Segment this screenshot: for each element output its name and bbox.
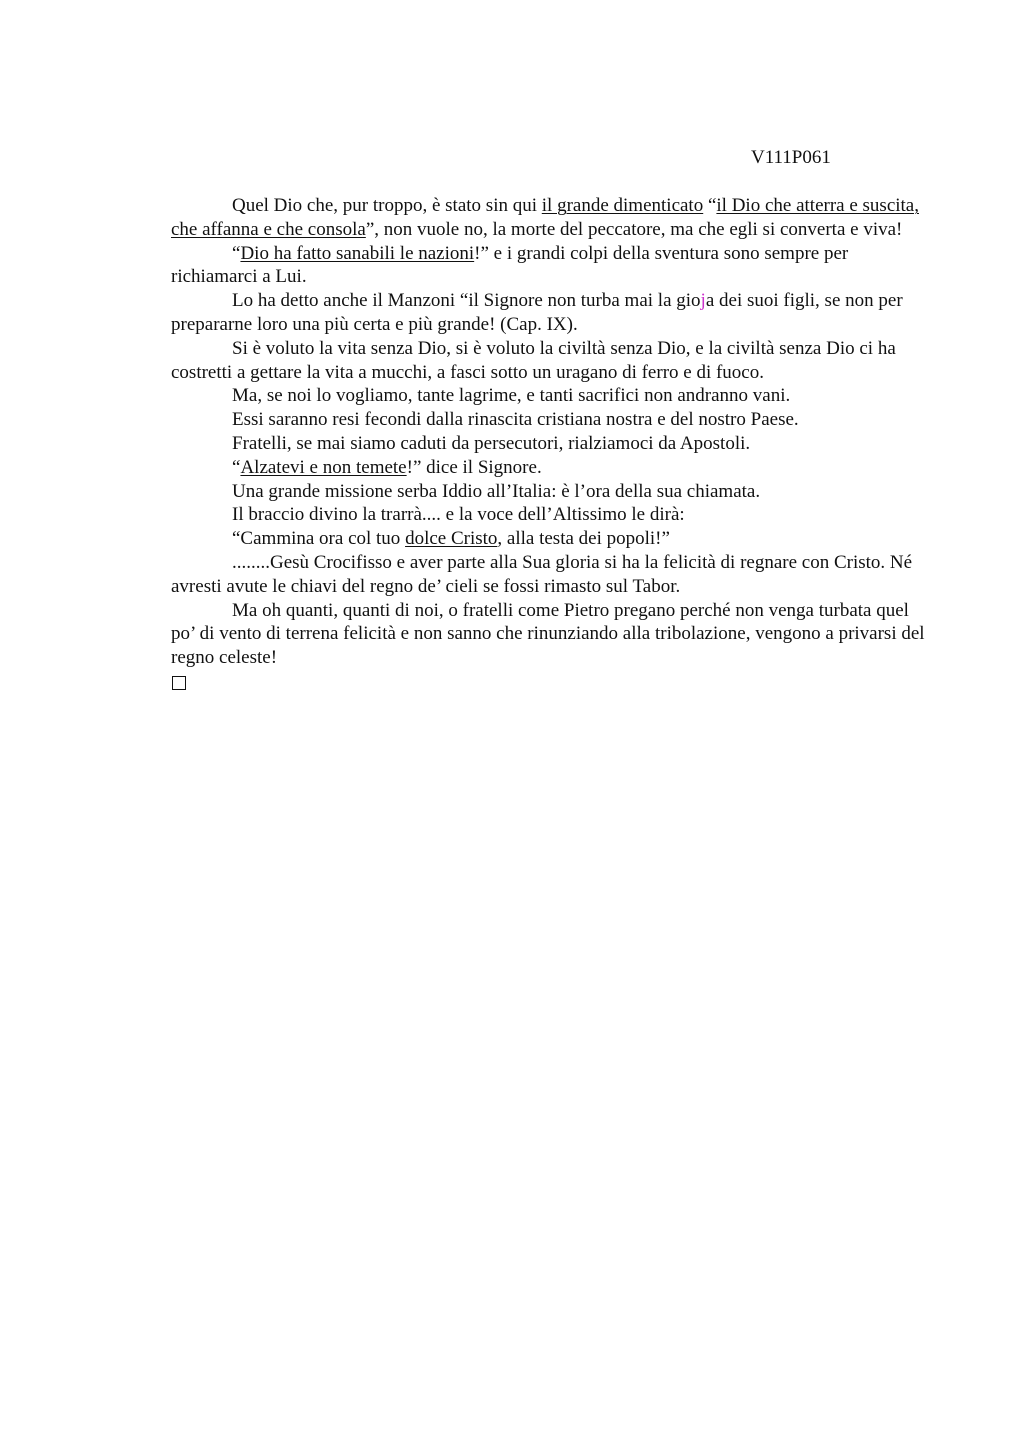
underlined-phrase: dolce Cristo bbox=[405, 528, 498, 550]
end-marker bbox=[171, 670, 931, 697]
underlined-phrase: il grande dimenticato bbox=[541, 195, 704, 216]
paragraph-2: “Dio ha fatto sanabili le nazioni!” e i grandi colpi della sventura sono sempre per richiamarci a Lui. bbox=[171, 242, 849, 288]
paragraph-7: Fratelli, se mai siamo caduti da persecutori, rialziamoci da Apostoli. bbox=[232, 432, 751, 454]
underlined-quote: Alzatevi e non temete bbox=[240, 456, 407, 478]
highlighted-letter: j bbox=[700, 290, 706, 312]
paragraph-8: “Alzatevi e non temete!” dice il Signore. bbox=[232, 456, 542, 478]
paragraph-11: “Cammina ora col tuo dolce Cristo, alla testa dei popoli!” bbox=[232, 528, 670, 550]
paragraph-4: Si è voluto la vita senza Dio, si è voluto la civiltà senza Dio, e la civiltà senza Dio ci ha costretti a gettare la vita a mucchi, a fasci sotto un uragano di ferro e di fuoco. bbox=[171, 337, 896, 383]
underlined-quote: Dio ha fatto sanabili le nazioni bbox=[240, 242, 475, 264]
empty-square-icon bbox=[172, 676, 186, 690]
paragraph-1: Quel Dio che, pur troppo, è stato sin qui il grande dimenticato “il Dio che atterra e suscita, che affanna e che consola”, non vuole no, la morte del peccatore, ma che egli si converta e viva! bbox=[171, 195, 919, 240]
paragraph-10: Il braccio divino la trarrà.... e la voce dell’Altissimo le dirà: bbox=[232, 504, 685, 526]
paragraph-9: Una grande missione serba Iddio all’Italia: è l’ora della sua chiamata. bbox=[232, 480, 761, 502]
underlined-quote: il Dio che atterra e suscita, che affanna e che consola bbox=[171, 195, 919, 240]
paragraph-6: Essi saranno resi fecondi dalla rinascita cristiana nostra e del nostro Paese. bbox=[232, 409, 799, 431]
paragraph-13: Ma oh quanti, quanti di noi, o fratelli come Pietro pregano perché non venga turbata quel po’ di vento di terrena felicità e non sanno che rinunziando alla tribolazione, vengono a privarsi del regno celeste! bbox=[171, 599, 925, 669]
paragraph-12: ........Gesù Crocifisso e aver parte alla Sua gloria si ha la felicità di regnare con Cristo. Né avresti avute le chiavi del regno de’ cieli se fossi rimasto sul Tabor. bbox=[171, 551, 913, 597]
document-code: V111P061 bbox=[751, 147, 831, 168]
document-body bbox=[171, 194, 931, 697]
paragraph-3: Lo ha detto anche il Manzoni “il Signore non turba mai la gioja dei suoi figli, se non per prepararne loro una più certa e più grande! (Cap. IX). bbox=[171, 290, 903, 335]
paragraph-5: Ma, se noi lo vogliamo, tante lagrime, e tanti sacrifici non andranno vani. bbox=[232, 385, 791, 407]
